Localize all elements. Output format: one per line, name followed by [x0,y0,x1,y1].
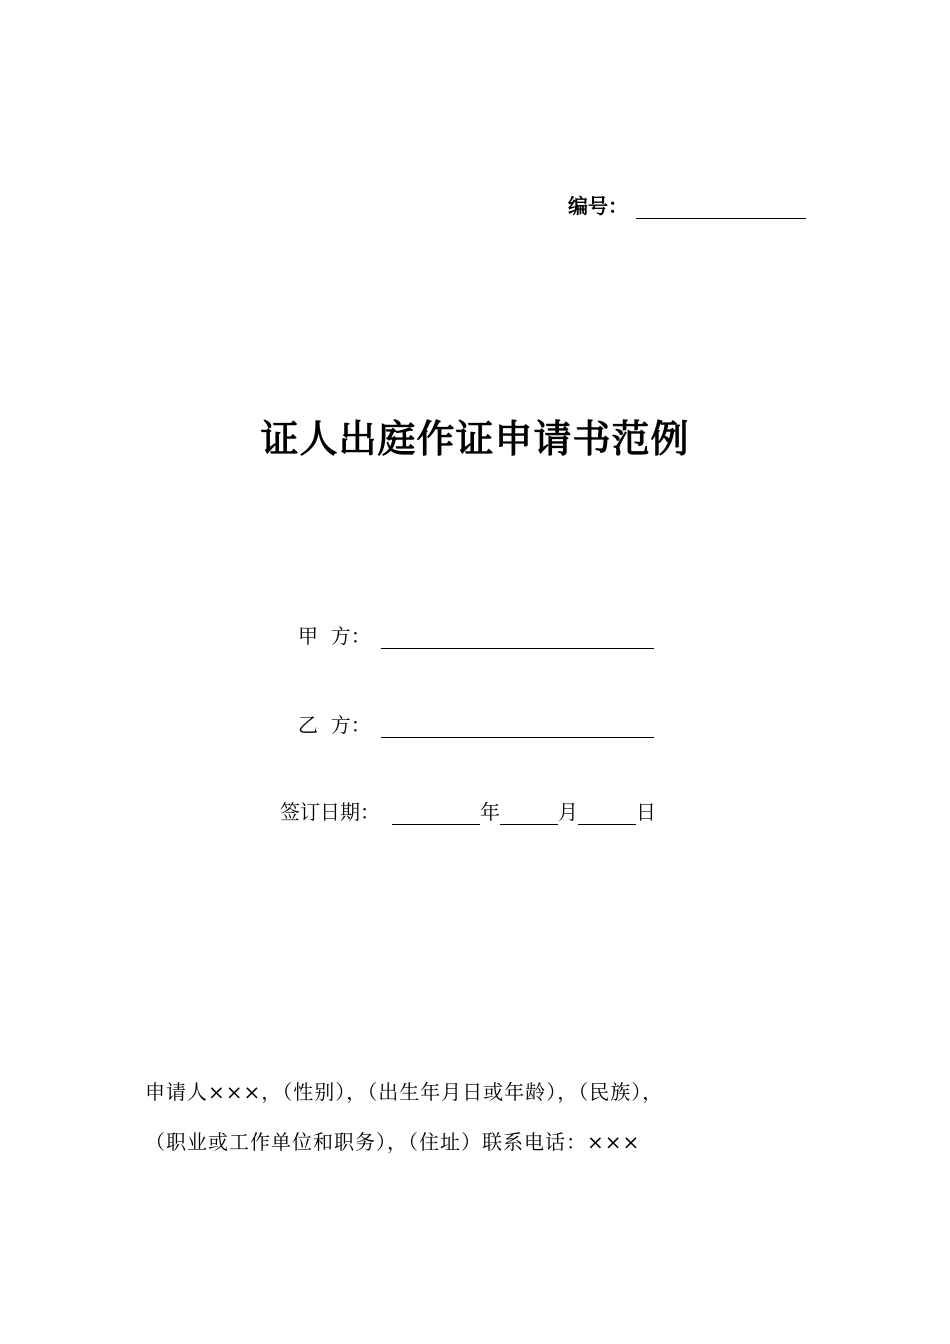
party-a-blank-line [381,626,654,649]
year-label: 年 [480,800,500,824]
applicant-info-line-1: 申请人×××，（性别），（出生年月日或年龄），（民族）， [145,1080,664,1104]
code-label: 编号： [568,194,628,218]
day-label: 日 [636,800,656,824]
party-b-field [298,709,654,738]
party-a-label: 甲 方： [298,624,371,648]
signing-date-label: 签订日期： [280,800,380,824]
signing-date-field [280,796,656,825]
month-blank-line [500,802,558,825]
party-a-field [298,620,654,649]
document-title: 证人出庭作证申请书范例 [260,417,690,461]
month-label: 月 [558,800,578,824]
year-blank-line [392,802,480,825]
party-b-label: 乙 方： [298,713,371,737]
code-blank-line [636,196,806,219]
party-b-blank-line [381,715,654,738]
applicant-info-line-2: （职业或工作单位和职务），（住址）联系电话：××× [145,1130,641,1154]
day-blank-line [578,802,636,825]
document-code-field [568,190,806,219]
